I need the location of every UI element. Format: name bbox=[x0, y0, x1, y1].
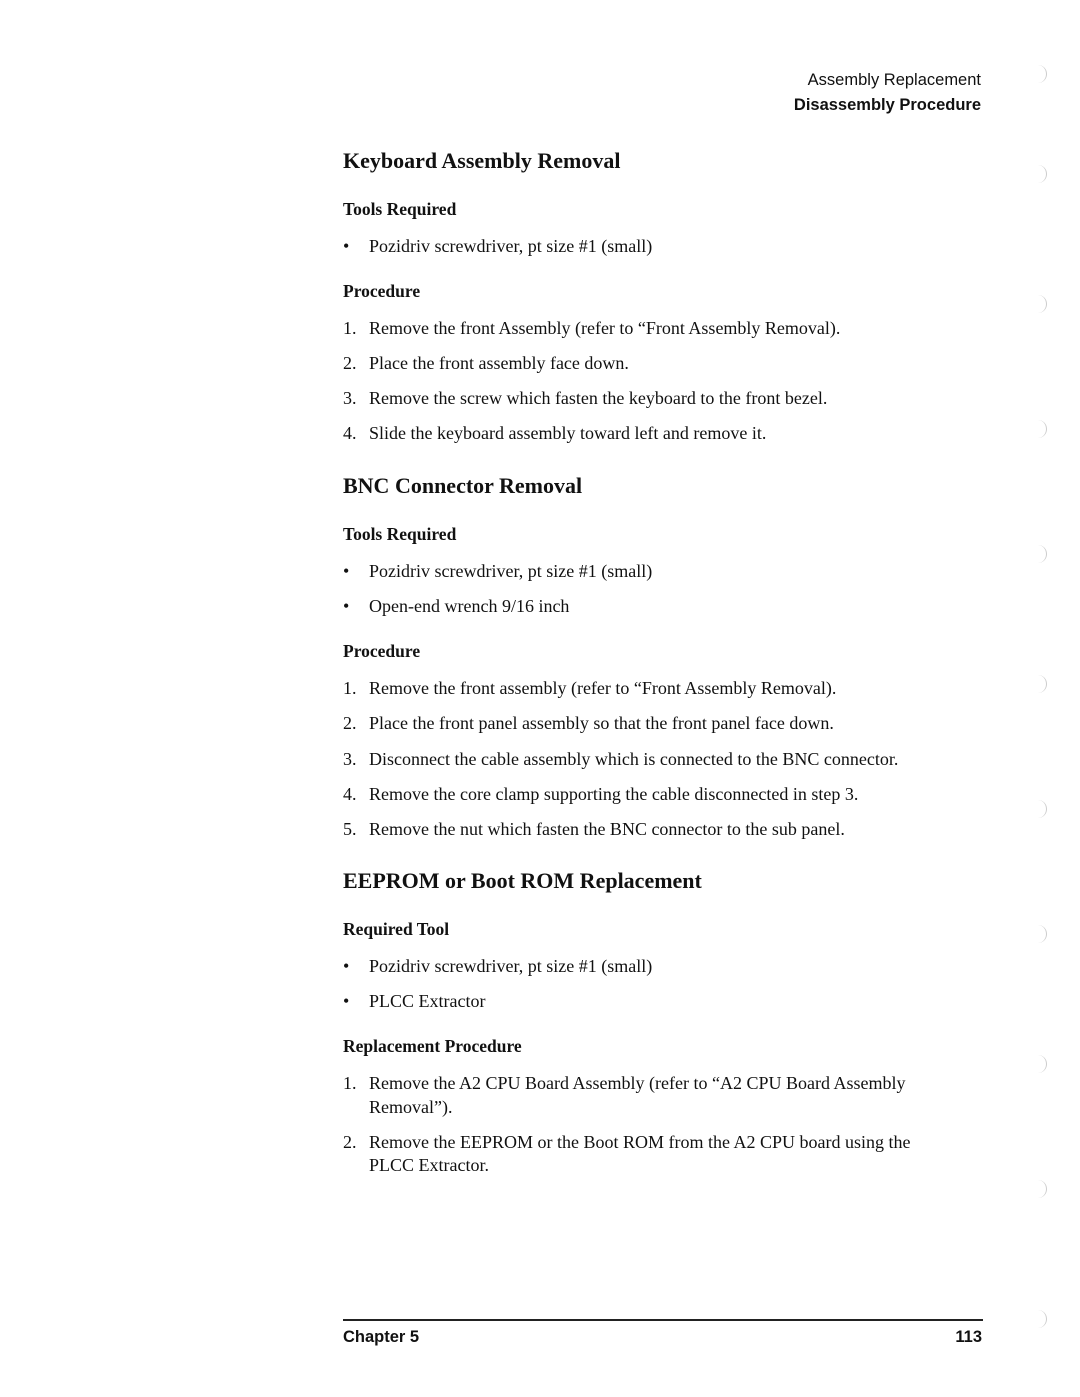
step-number: 1. bbox=[343, 318, 357, 338]
footer-chapter: Chapter 5 bbox=[343, 1328, 420, 1346]
step-number: 2. bbox=[343, 353, 357, 373]
binder-hole-icon bbox=[1036, 800, 1047, 818]
step-text: Place the front panel assembly so that the front panel face down. bbox=[369, 713, 834, 733]
section-title: BNC Connector Removal bbox=[343, 473, 583, 498]
binder-hole-icon bbox=[1036, 1180, 1047, 1198]
binder-hole-icon bbox=[1036, 925, 1047, 943]
step-number: 1. bbox=[343, 678, 357, 698]
step-text: Place the front assembly face down. bbox=[369, 353, 629, 373]
tool-item: Open-end wrench 9/16 inch bbox=[369, 596, 570, 616]
tool-item: PLCC Extractor bbox=[369, 991, 486, 1011]
step-number: 3. bbox=[343, 749, 357, 769]
tools-heading: Tools Required bbox=[343, 199, 457, 219]
step-number: 4. bbox=[343, 784, 357, 804]
binder-hole-icon bbox=[1036, 545, 1047, 563]
procedure-heading: Procedure bbox=[343, 641, 421, 661]
step-text-continued: PLCC Extractor. bbox=[369, 1155, 489, 1175]
running-header-section: Assembly Replacement bbox=[807, 71, 981, 89]
binder-hole-icon bbox=[1036, 420, 1047, 438]
step-text: Remove the A2 CPU Board Assembly (refer to “A2 CPU Board Assembly bbox=[369, 1073, 906, 1093]
tool-item: Pozidriv screwdriver, pt size #1 (small) bbox=[369, 956, 653, 976]
step-number: 2. bbox=[343, 713, 357, 733]
bullet: • bbox=[343, 956, 350, 976]
step-text: Remove the EEPROM or the Boot ROM from the A2 CPU board using the bbox=[369, 1132, 911, 1152]
page-number: 113 bbox=[955, 1328, 982, 1346]
step-number: 2. bbox=[343, 1132, 357, 1152]
procedure-heading: Replacement Procedure bbox=[343, 1036, 522, 1056]
running-header-subsection: Disassembly Procedure bbox=[793, 96, 981, 114]
step-text: Disconnect the cable assembly which is connected to the BNC connector. bbox=[369, 749, 899, 769]
binder-hole-icon bbox=[1036, 65, 1047, 83]
binder-hole-icon bbox=[1036, 1310, 1047, 1328]
step-text: Slide the keyboard assembly toward left and remove it. bbox=[369, 423, 767, 443]
step-number: 4. bbox=[343, 423, 357, 443]
binder-hole-icon bbox=[1036, 165, 1047, 183]
step-text: Remove the core clamp supporting the cable disconnected in step 3. bbox=[369, 784, 859, 804]
footer-rule bbox=[343, 1319, 983, 1321]
step-text: Remove the screw which fasten the keyboard to the front bezel. bbox=[369, 388, 828, 408]
binder-hole-icon bbox=[1036, 295, 1047, 313]
step-text: Remove the front Assembly (refer to “Front Assembly Removal). bbox=[369, 318, 841, 338]
tools-heading: Required Tool bbox=[343, 919, 450, 939]
bullet: • bbox=[343, 236, 350, 256]
step-text: Remove the front assembly (refer to “Front Assembly Removal). bbox=[369, 678, 837, 698]
section-title: Keyboard Assembly Removal bbox=[343, 148, 621, 173]
bullet: • bbox=[343, 561, 350, 581]
binder-hole-icon bbox=[1036, 1055, 1047, 1073]
procedure-heading: Procedure bbox=[343, 281, 421, 301]
step-text: Remove the nut which fasten the BNC connector to the sub panel. bbox=[369, 819, 845, 839]
tools-heading: Tools Required bbox=[343, 524, 457, 544]
step-number: 5. bbox=[343, 819, 357, 839]
step-text-continued: Removal”). bbox=[369, 1097, 453, 1117]
bullet: • bbox=[343, 596, 350, 616]
step-number: 1. bbox=[343, 1073, 357, 1093]
binder-hole-icon bbox=[1036, 675, 1047, 693]
tool-item: Pozidriv screwdriver, pt size #1 (small) bbox=[369, 561, 653, 581]
tool-item: Pozidriv screwdriver, pt size #1 (small) bbox=[369, 236, 653, 256]
step-number: 3. bbox=[343, 388, 357, 408]
bullet: • bbox=[343, 991, 350, 1011]
section-title: EEPROM or Boot ROM Replacement bbox=[343, 868, 702, 893]
